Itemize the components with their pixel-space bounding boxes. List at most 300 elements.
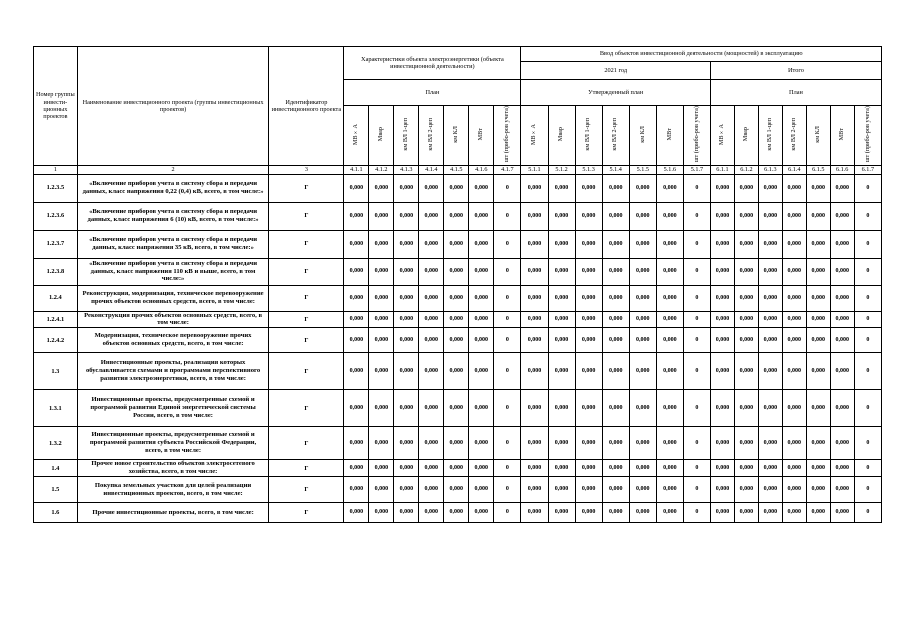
row-project-name: Прочие инвестиционные проекты, всего, в том числе: [77, 503, 269, 523]
row-value-cell: 0,000 [469, 353, 494, 390]
row-value-cell: 0,000 [710, 202, 734, 230]
row-value-cell: 0,000 [758, 285, 782, 311]
row-value-cell: 0 [854, 390, 881, 427]
row-value-cell: 0,000 [602, 230, 629, 258]
row-value-cell: 0,000 [369, 202, 394, 230]
row-project-id: Г [269, 285, 344, 311]
row-value-cell: 0,000 [734, 503, 758, 523]
row-value-cell: 0,000 [806, 285, 830, 311]
row-value-cell: 0,000 [602, 477, 629, 503]
row-value-cell: 0,000 [548, 311, 575, 328]
row-value-cell: 0,000 [629, 230, 656, 258]
row-value-cell: 0,000 [629, 174, 656, 202]
column-number-cell: 6.1.2 [734, 165, 758, 174]
row-project-name: «Включение приборов учета в систему сбора и передачи данных, класс напряжения 6 (10) кВ, всего, в том числе:» [77, 202, 269, 230]
unit-cell: км ВЛ 1-цеп [758, 106, 782, 166]
row-value-cell: 0,000 [734, 477, 758, 503]
row-project-id: Г [269, 258, 344, 285]
row-value-cell: 0,000 [830, 328, 854, 353]
table-row [34, 258, 882, 285]
unit-cell: шт (прибо-ров учета) [494, 106, 521, 166]
row-value-cell: 0,000 [521, 427, 548, 460]
row-value-cell: 0,000 [575, 477, 602, 503]
table-row [34, 174, 882, 202]
row-value-cell: 0,000 [548, 353, 575, 390]
row-value-cell: 0,000 [656, 285, 683, 311]
row-value-cell: 0,000 [444, 174, 469, 202]
row-value-cell: 0,000 [521, 285, 548, 311]
column-number-cell: 5.1.1 [521, 165, 548, 174]
row-value-cell: 0,000 [469, 202, 494, 230]
row-value-cell: 0,000 [830, 311, 854, 328]
row-value-cell: 0,000 [575, 353, 602, 390]
row-project-id: Г [269, 353, 344, 390]
row-value-cell: 0,000 [575, 427, 602, 460]
row-value-cell: 0 [683, 427, 710, 460]
row-project-name: Модернизация, техническое перевооружение прочих объектов основных средств, всего, в том числе: [77, 328, 269, 353]
row-value-cell: 0,000 [444, 230, 469, 258]
row-value-cell: 0,000 [782, 230, 806, 258]
row-value-cell: 0,000 [369, 477, 394, 503]
row-value-cell: 0,000 [629, 353, 656, 390]
row-value-cell: 0,000 [830, 285, 854, 311]
row-value-cell: 0,000 [758, 328, 782, 353]
header-commissioning: Ввод объектов инвестиционной деятельности (мощностей) в эксплуатацию [521, 47, 882, 62]
row-value-cell: 0,000 [758, 230, 782, 258]
row-value-cell: 0,000 [629, 328, 656, 353]
header-project-name: Наименование инвестиционного проекта (группы инвестиционных проектов) [77, 47, 269, 166]
row-value-cell: 0,000 [469, 258, 494, 285]
row-value-cell: 0,000 [369, 258, 394, 285]
header-plan-a: План [344, 80, 521, 106]
row-value-cell: 0,000 [548, 285, 575, 311]
header-total: Итого [710, 62, 881, 80]
row-value-cell: 0,000 [444, 390, 469, 427]
column-number-cell: 4.1.5 [444, 165, 469, 174]
row-value-cell: 0,000 [394, 285, 419, 311]
row-value-cell: 0,000 [521, 460, 548, 477]
row-value-cell: 0,000 [419, 427, 444, 460]
row-value-cell: 0 [494, 174, 521, 202]
unit-cell: км ВЛ 1-цеп [394, 106, 419, 166]
row-value-cell: 0,000 [656, 390, 683, 427]
unit-cell: км ВЛ 2-цеп [419, 106, 444, 166]
row-value-cell: 0,000 [602, 328, 629, 353]
row-value-cell: 0,000 [629, 202, 656, 230]
row-value-cell: 0,000 [548, 390, 575, 427]
row-value-cell: 0,000 [548, 258, 575, 285]
row-value-cell: 0,000 [344, 503, 369, 523]
row-value-cell: 0 [854, 427, 881, 460]
row-value-cell: 0,000 [521, 202, 548, 230]
row-value-cell: 0,000 [830, 353, 854, 390]
column-number-cell: 5.1.2 [548, 165, 575, 174]
row-value-cell: 0,000 [469, 390, 494, 427]
row-group-number: 1.2.4 [34, 285, 78, 311]
unit-cell: Мвар [734, 106, 758, 166]
row-value-cell: 0,000 [444, 477, 469, 503]
row-value-cell: 0,000 [734, 390, 758, 427]
row-value-cell: 0,000 [419, 390, 444, 427]
row-value-cell: 0,000 [394, 174, 419, 202]
row-value-cell: 0,000 [830, 390, 854, 427]
row-value-cell: 0,000 [469, 230, 494, 258]
row-value-cell: 0 [854, 311, 881, 328]
row-value-cell: 0,000 [521, 230, 548, 258]
row-value-cell: 0,000 [344, 477, 369, 503]
row-value-cell: 0,000 [419, 328, 444, 353]
row-value-cell: 0 [494, 460, 521, 477]
row-group-number: 1.2.3.8 [34, 258, 78, 285]
row-value-cell: 0,000 [806, 390, 830, 427]
row-value-cell: 0,000 [444, 353, 469, 390]
row-value-cell: 0 [683, 258, 710, 285]
row-value-cell: 0,000 [394, 258, 419, 285]
row-value-cell: 0,000 [575, 460, 602, 477]
header-characteristics: Характеристики объекта электроэнергетики (объекта инвестиционной деятельности) [344, 47, 521, 80]
row-value-cell: 0,000 [394, 230, 419, 258]
row-group-number: 1.2.3.6 [34, 202, 78, 230]
row-value-cell: 0 [494, 477, 521, 503]
row-value-cell: 0,000 [758, 258, 782, 285]
row-value-cell: 0,000 [710, 311, 734, 328]
row-value-cell: 0,000 [548, 427, 575, 460]
row-value-cell: 0,000 [710, 353, 734, 390]
row-project-name: Инвестиционные проекты, предусмотренные схемой и программой развития субъекта Российской Федерации, всего, в том числе: [77, 427, 269, 460]
row-value-cell: 0,000 [419, 174, 444, 202]
column-number-cell: 5.1.6 [656, 165, 683, 174]
row-value-cell: 0,000 [758, 390, 782, 427]
row-value-cell: 0,000 [782, 503, 806, 523]
row-project-name: «Включение приборов учета в систему сбора и передачи данных, класс напряжения 0,22 (0,4) кВ, всего, в том числе:» [77, 174, 269, 202]
row-value-cell: 0,000 [806, 258, 830, 285]
row-value-cell: 0,000 [344, 328, 369, 353]
row-value-cell: 0 [494, 353, 521, 390]
row-value-cell: 0,000 [710, 477, 734, 503]
row-project-name: Инвестиционные проекты, предусмотренные схемой и программой развития Единой энергетической системы России, всего, в том числе: [77, 390, 269, 427]
row-value-cell: 0,000 [548, 230, 575, 258]
row-value-cell: 0,000 [758, 427, 782, 460]
column-number-cell: 6.1.4 [782, 165, 806, 174]
row-group-number: 1.2.3.7 [34, 230, 78, 258]
table-row [34, 460, 882, 477]
column-number-cell: 5.1.3 [575, 165, 602, 174]
unit-cell: МВт [830, 106, 854, 166]
row-value-cell: 0,000 [369, 285, 394, 311]
unit-cell: км ВЛ 1-цеп [575, 106, 602, 166]
row-value-cell: 0,000 [521, 311, 548, 328]
row-value-cell: 0,000 [806, 328, 830, 353]
row-value-cell: 0,000 [575, 328, 602, 353]
row-project-id: Г [269, 460, 344, 477]
column-number-cell: 3 [269, 165, 344, 174]
row-value-cell: 0,000 [782, 174, 806, 202]
row-value-cell: 0,000 [469, 477, 494, 503]
column-number-cell: 6.1.5 [806, 165, 830, 174]
row-value-cell: 0,000 [419, 285, 444, 311]
row-value-cell: 0,000 [782, 427, 806, 460]
row-value-cell: 0 [683, 202, 710, 230]
row-value-cell: 0,000 [575, 174, 602, 202]
row-value-cell: 0 [494, 285, 521, 311]
row-project-id: Г [269, 427, 344, 460]
row-value-cell: 0,000 [369, 328, 394, 353]
row-value-cell: 0,000 [602, 311, 629, 328]
row-value-cell: 0 [854, 285, 881, 311]
row-value-cell: 0,000 [782, 460, 806, 477]
row-value-cell: 0,000 [710, 258, 734, 285]
row-value-cell: 0,000 [629, 503, 656, 523]
row-value-cell: 0 [683, 285, 710, 311]
row-value-cell: 0 [494, 230, 521, 258]
row-value-cell: 0,000 [394, 390, 419, 427]
table-row [34, 427, 882, 460]
row-value-cell: 0,000 [758, 477, 782, 503]
row-value-cell: 0,000 [602, 427, 629, 460]
row-value-cell: 0,000 [469, 460, 494, 477]
row-value-cell: 0,000 [469, 328, 494, 353]
row-value-cell: 0,000 [656, 328, 683, 353]
row-value-cell: 0,000 [394, 202, 419, 230]
row-value-cell: 0,000 [394, 460, 419, 477]
row-value-cell: 0,000 [344, 174, 369, 202]
row-value-cell: 0,000 [344, 460, 369, 477]
row-project-name: Реконструкция, модернизация, техническое перевооружение прочих объектов основных средств, всего, в том числе: [77, 285, 269, 311]
column-number-cell: 4.1.7 [494, 165, 521, 174]
row-value-cell: 0,000 [444, 460, 469, 477]
column-number-cell: 6.1.1 [710, 165, 734, 174]
row-group-number: 1.5 [34, 477, 78, 503]
row-value-cell: 0,000 [830, 477, 854, 503]
row-value-cell: 0,000 [444, 202, 469, 230]
row-value-cell: 0,000 [830, 202, 854, 230]
row-value-cell: 0,000 [734, 174, 758, 202]
unit-cell: МВт [656, 106, 683, 166]
table-row [34, 285, 882, 311]
row-value-cell: 0,000 [656, 353, 683, 390]
unit-cell: МВ×А [710, 106, 734, 166]
row-value-cell: 0,000 [830, 503, 854, 523]
table-header [34, 47, 882, 166]
unit-cell: км ВЛ 2-цеп [602, 106, 629, 166]
row-value-cell: 0,000 [444, 258, 469, 285]
column-number-row [34, 165, 882, 174]
row-value-cell: 0,000 [710, 460, 734, 477]
row-value-cell: 0,000 [344, 230, 369, 258]
table-body [34, 174, 882, 523]
row-value-cell: 0,000 [806, 202, 830, 230]
row-value-cell: 0,000 [806, 427, 830, 460]
row-group-number: 1.2.4.2 [34, 328, 78, 353]
row-value-cell: 0,000 [758, 311, 782, 328]
row-value-cell: 0,000 [782, 477, 806, 503]
table-row [34, 230, 882, 258]
row-value-cell: 0,000 [602, 503, 629, 523]
row-value-cell: 0,000 [444, 285, 469, 311]
row-value-cell: 0 [683, 174, 710, 202]
column-number-cell: 5.1.5 [629, 165, 656, 174]
row-value-cell: 0,000 [782, 328, 806, 353]
row-value-cell: 0,000 [656, 477, 683, 503]
row-group-number: 1.3.2 [34, 427, 78, 460]
row-value-cell: 0,000 [656, 174, 683, 202]
header-plan-c: План [710, 80, 881, 106]
row-group-number: 1.2.3.5 [34, 174, 78, 202]
row-value-cell: 0,000 [521, 328, 548, 353]
row-project-id: Г [269, 477, 344, 503]
row-value-cell: 0 [854, 202, 881, 230]
row-value-cell: 0,000 [548, 460, 575, 477]
table-row [34, 311, 882, 328]
row-value-cell: 0,000 [344, 202, 369, 230]
row-value-cell: 0 [494, 328, 521, 353]
row-value-cell: 0 [683, 230, 710, 258]
investment-table-sheet [33, 46, 882, 523]
row-value-cell: 0,000 [806, 460, 830, 477]
investment-table [33, 46, 882, 523]
row-value-cell: 0 [494, 202, 521, 230]
column-number-cell: 5.1.4 [602, 165, 629, 174]
row-value-cell: 0 [854, 460, 881, 477]
row-value-cell: 0,000 [575, 258, 602, 285]
column-number-cell: 4.1.4 [419, 165, 444, 174]
row-group-number: 1.6 [34, 503, 78, 523]
unit-cell: МВ×А [344, 106, 369, 166]
row-value-cell: 0,000 [444, 503, 469, 523]
row-value-cell: 0,000 [521, 258, 548, 285]
row-value-cell: 0,000 [602, 285, 629, 311]
row-value-cell: 0,000 [369, 503, 394, 523]
row-value-cell: 0,000 [830, 174, 854, 202]
row-value-cell: 0,000 [830, 230, 854, 258]
row-value-cell: 0 [854, 230, 881, 258]
row-value-cell: 0,000 [469, 503, 494, 523]
row-value-cell: 0,000 [394, 503, 419, 523]
row-value-cell: 0,000 [419, 503, 444, 523]
row-value-cell: 0,000 [369, 311, 394, 328]
row-value-cell: 0,000 [782, 390, 806, 427]
row-value-cell: 0,000 [806, 503, 830, 523]
row-value-cell: 0 [683, 460, 710, 477]
table-row [34, 353, 882, 390]
row-value-cell: 0 [683, 503, 710, 523]
row-value-cell: 0 [494, 258, 521, 285]
row-value-cell: 0,000 [394, 328, 419, 353]
row-value-cell: 0,000 [394, 311, 419, 328]
row-value-cell: 0,000 [602, 460, 629, 477]
table-row [34, 202, 882, 230]
row-group-number: 1.3.1 [34, 390, 78, 427]
row-value-cell: 0,000 [656, 460, 683, 477]
row-value-cell: 0,000 [344, 353, 369, 390]
row-value-cell: 0,000 [602, 390, 629, 427]
row-value-cell: 0,000 [419, 460, 444, 477]
row-project-id: Г [269, 503, 344, 523]
row-group-number: 1.4 [34, 460, 78, 477]
header-project-id: Идентификатор инвестиционного проекта [269, 47, 344, 166]
unit-cell: км КЛ [629, 106, 656, 166]
row-value-cell: 0,000 [656, 258, 683, 285]
row-value-cell: 0,000 [419, 477, 444, 503]
row-value-cell: 0,000 [656, 503, 683, 523]
column-number-cell: 6.1.3 [758, 165, 782, 174]
row-group-number: 1.3 [34, 353, 78, 390]
row-value-cell: 0,000 [710, 328, 734, 353]
unit-cell: МВ×А [521, 106, 548, 166]
row-value-cell: 0,000 [394, 477, 419, 503]
row-value-cell: 0,000 [758, 174, 782, 202]
row-value-cell: 0,000 [710, 230, 734, 258]
unit-cell: км КЛ [444, 106, 469, 166]
row-value-cell: 0 [494, 503, 521, 523]
column-numbers [34, 165, 882, 174]
row-value-cell: 0,000 [710, 174, 734, 202]
row-project-id: Г [269, 311, 344, 328]
unit-cell: МВт [469, 106, 494, 166]
row-value-cell: 0,000 [734, 285, 758, 311]
row-value-cell: 0,000 [602, 202, 629, 230]
row-value-cell: 0,000 [782, 285, 806, 311]
row-value-cell: 0,000 [469, 311, 494, 328]
row-value-cell: 0,000 [575, 230, 602, 258]
row-value-cell: 0 [494, 390, 521, 427]
row-project-name: Инвестиционные проекты, реализация которых обуславливается схемами и программами перспективного развития электроэнергетики, всего, в том числе: [77, 353, 269, 390]
row-value-cell: 0,000 [629, 460, 656, 477]
row-project-id: Г [269, 174, 344, 202]
column-number-cell: 6.1.7 [854, 165, 881, 174]
row-value-cell: 0,000 [521, 353, 548, 390]
column-number-cell: 1 [34, 165, 78, 174]
row-value-cell: 0,000 [521, 503, 548, 523]
column-number-cell: 4.1.6 [469, 165, 494, 174]
row-value-cell: 0,000 [782, 202, 806, 230]
row-value-cell: 0,000 [369, 230, 394, 258]
row-project-name: Покупка земельных участков для целей реализации инвестиционных проектов, всего, в том числе: [77, 477, 269, 503]
row-value-cell: 0,000 [602, 174, 629, 202]
row-value-cell: 0,000 [830, 427, 854, 460]
row-value-cell: 0,000 [782, 353, 806, 390]
row-value-cell: 0,000 [521, 477, 548, 503]
row-value-cell: 0,000 [734, 230, 758, 258]
row-value-cell: 0,000 [734, 353, 758, 390]
row-value-cell: 0,000 [629, 390, 656, 427]
table-row [34, 503, 882, 523]
row-value-cell: 0 [683, 328, 710, 353]
unit-cell: шт (прибо-ров учета) [854, 106, 881, 166]
row-value-cell: 0 [494, 427, 521, 460]
row-value-cell: 0,000 [806, 477, 830, 503]
row-project-name: Прочее новое строительство объектов электросетевого хозяйства, всего, в том числе: [77, 460, 269, 477]
row-value-cell: 0 [683, 477, 710, 503]
row-value-cell: 0,000 [629, 285, 656, 311]
row-project-id: Г [269, 328, 344, 353]
row-group-number: 1.2.4.1 [34, 311, 78, 328]
row-value-cell: 0,000 [469, 285, 494, 311]
row-value-cell: 0 [854, 353, 881, 390]
header-year: 2021 год [521, 62, 711, 80]
row-value-cell: 0,000 [394, 427, 419, 460]
row-value-cell: 0 [494, 311, 521, 328]
table-row [34, 477, 882, 503]
row-value-cell: 0,000 [710, 427, 734, 460]
row-value-cell: 0,000 [758, 460, 782, 477]
header-group-number: Номер группы инвести-ционных проектов [34, 47, 78, 166]
row-value-cell: 0,000 [629, 477, 656, 503]
row-value-cell: 0,000 [344, 258, 369, 285]
row-value-cell: 0,000 [444, 311, 469, 328]
row-value-cell: 0 [854, 258, 881, 285]
row-value-cell: 0,000 [575, 311, 602, 328]
